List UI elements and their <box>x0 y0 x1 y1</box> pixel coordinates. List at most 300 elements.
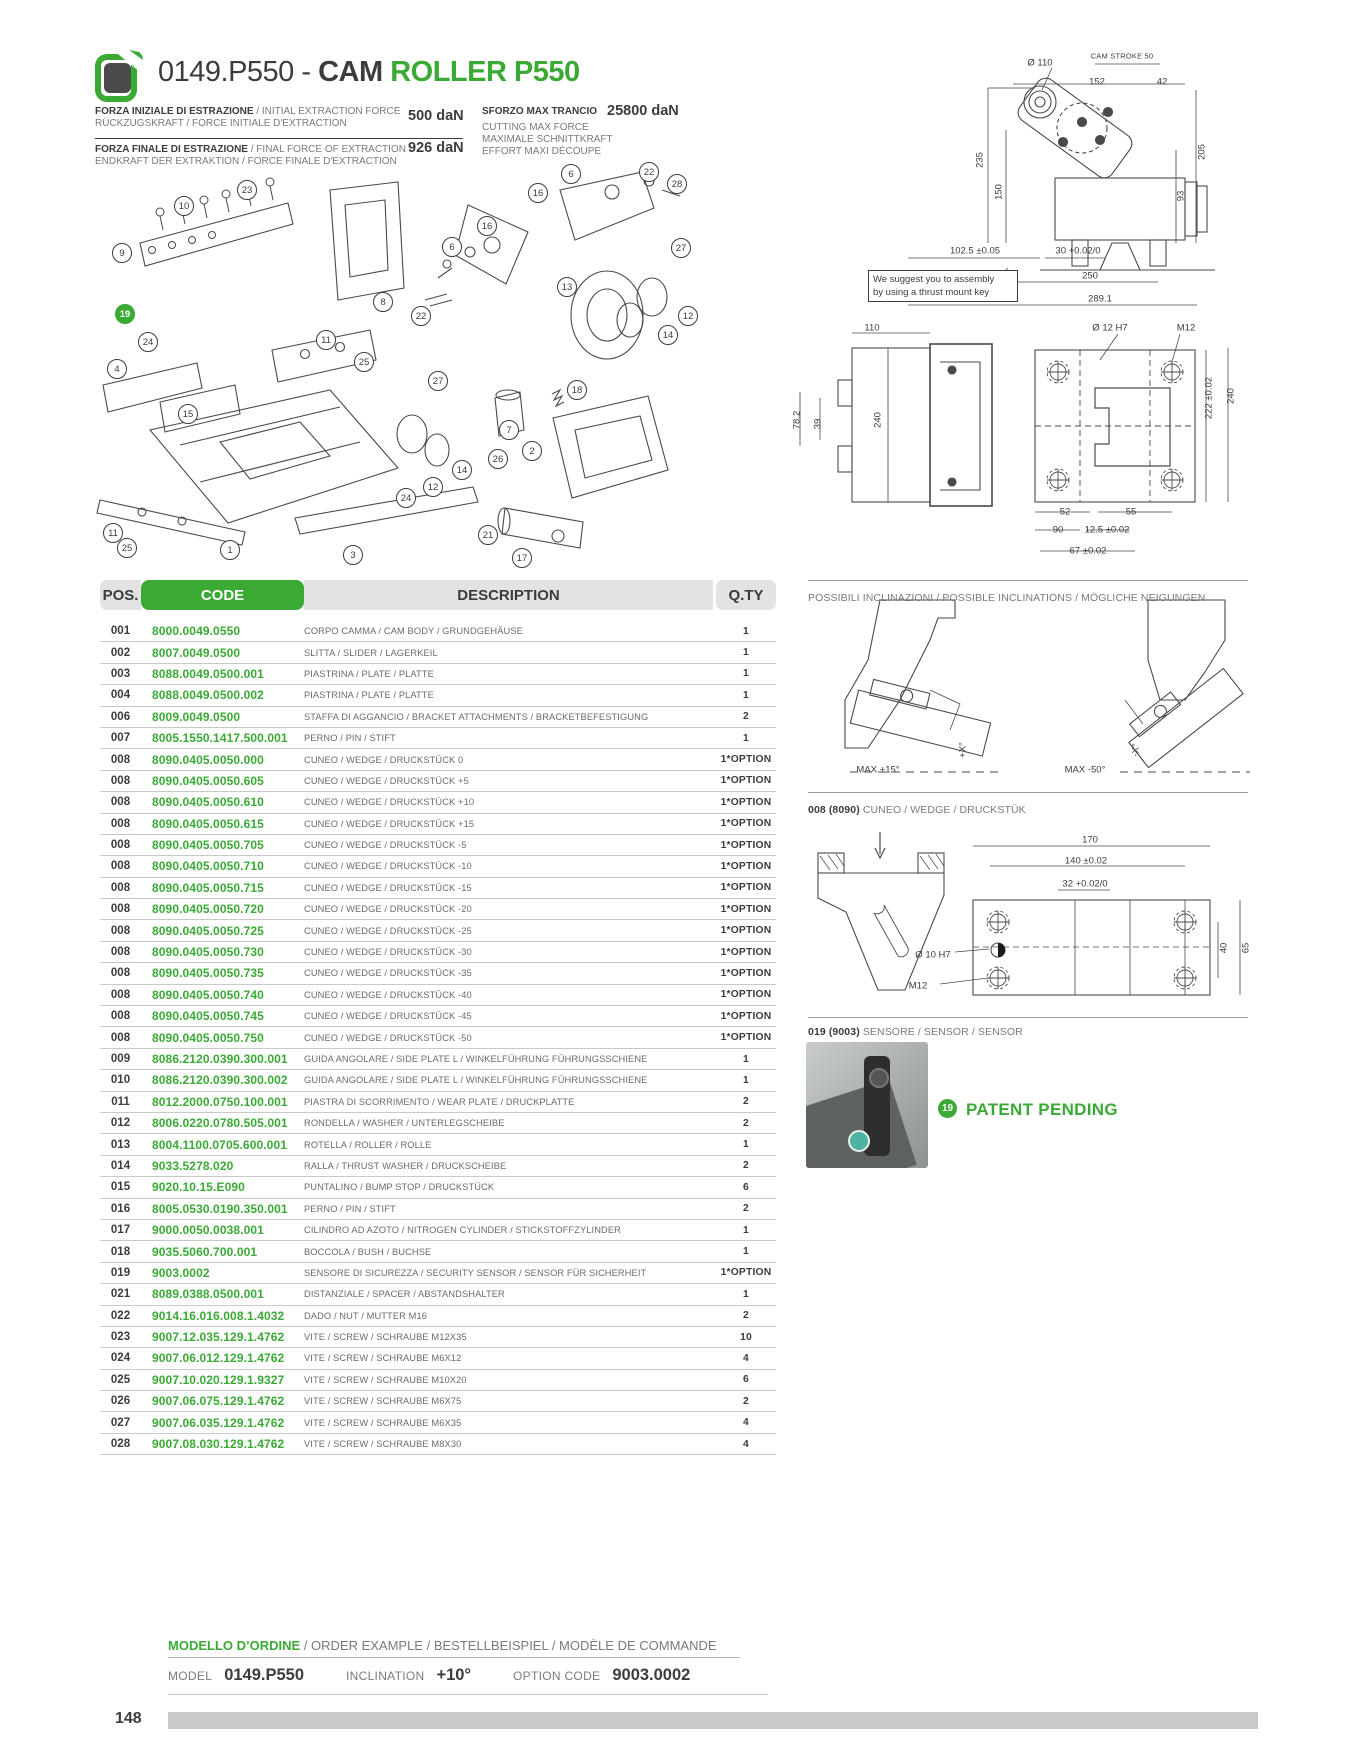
cell-pos: 008 <box>110 903 131 916</box>
cell-description: CORPO CAMMA / CAM BODY / GRUNDGEHÄUSE <box>304 626 523 637</box>
cell-description: CUNEO / WEDGE / DRUCKSTÜCK +5 <box>304 775 469 786</box>
table-row <box>100 1177 776 1198</box>
dim-label: 235 <box>974 152 986 168</box>
cell-code: 8090.0405.0050.735 <box>152 966 264 981</box>
cell-qty: 1*OPTION <box>720 882 772 894</box>
parts-table <box>100 580 776 1455</box>
balloon-19: 19 <box>115 304 135 324</box>
dim-label: 55 <box>1125 506 1137 518</box>
cell-description: PUNTALINO / BUMP STOP / DRUCKSTÜCK <box>304 1182 495 1193</box>
balloon-13: 13 <box>557 277 577 297</box>
wedge-title: 008 (8090) CUNEO / WEDGE / DRUCKSTÜK <box>808 804 1026 816</box>
dim-label: +X° <box>957 742 969 758</box>
order-example-title: MODELLO D’ORDINE / ORDER EXAMPLE / BESTELLBEISPIEL / MODÈLE DE COMMANDE <box>168 1638 717 1653</box>
cell-pos: 028 <box>110 1438 131 1451</box>
table-row <box>100 792 776 813</box>
table-row <box>100 642 776 663</box>
table-row <box>100 1348 776 1369</box>
balloon-16: 16 <box>477 216 497 236</box>
balloon-22: 22 <box>639 162 659 182</box>
cell-code: 8089.0388.0500.001 <box>152 1287 264 1302</box>
balloon-10: 10 <box>174 196 194 216</box>
balloon-11: 11 <box>316 330 336 350</box>
cell-pos: 008 <box>110 946 131 959</box>
cell-qty: 1 <box>743 668 749 680</box>
balloon-4: 4 <box>107 359 127 379</box>
cell-description: GUIDA ANGOLARE / SIDE PLATE L / WINKELFÜHRUNG FÜHRUNGSSCHIENE <box>304 1075 648 1086</box>
table-row <box>100 1070 776 1091</box>
cell-code: 9033.5278.020 <box>152 1158 234 1173</box>
cell-qty: 2 <box>743 1310 749 1322</box>
inclinations-title: POSSIBILI INCLINAZIONI / POSSIBLE INCLINATIONS / MÖGLICHE NEIGUNGEN <box>808 592 1206 604</box>
balloon-16: 16 <box>528 183 548 203</box>
dim-label: Ø 110 <box>1027 57 1053 69</box>
cell-description: STAFFA DI AGGANCIO / BRACKET ATTACHMENTS / BRACKETBEFESTIGUNG <box>304 711 649 722</box>
dim-label: -X° <box>1130 743 1142 757</box>
spec-final-force: FORZA FINALE DI ESTRAZIONE / FINAL FORCE OF EXTRACTION ENDKRAFT DER EXTRAKTION / FORCE FINALE D'EXTRACTION <box>95 144 406 167</box>
cell-qty: 1*OPTION <box>720 860 772 872</box>
table-row <box>100 835 776 856</box>
cell-pos: 008 <box>110 988 131 1001</box>
table-row <box>100 878 776 899</box>
cell-code: 9003.0002 <box>152 1265 210 1280</box>
cell-qty: 6 <box>743 1181 749 1193</box>
cell-code: 8090.0405.0050.740 <box>152 987 264 1002</box>
cell-description: PIASTRINA / PLATE / PLATTE <box>304 668 434 679</box>
cell-qty: 1*OPTION <box>720 818 772 830</box>
dim-label: 67 ±0.02 <box>1069 545 1107 557</box>
cell-pos: 002 <box>110 646 131 659</box>
table-row <box>100 1370 776 1391</box>
cell-code: 8090.0405.0050.000 <box>152 752 264 767</box>
patent-badge-19: 19 <box>938 1099 957 1118</box>
table-row <box>100 1263 776 1284</box>
cell-pos: 008 <box>110 753 131 766</box>
cell-code: 8006.0220.0780.505.001 <box>152 1116 288 1131</box>
balloon-23: 23 <box>237 180 257 200</box>
cell-code: 8000.0049.0550 <box>152 624 241 639</box>
cell-qty: 2 <box>743 1160 749 1172</box>
balloon-14: 14 <box>452 460 472 480</box>
cell-description: RALLA / THRUST WASHER / DRUCKSCHEIBE <box>304 1160 507 1171</box>
cell-pos: 003 <box>110 667 131 680</box>
table-row <box>100 899 776 920</box>
cell-description: CUNEO / WEDGE / DRUCKSTÜCK -10 <box>304 861 472 872</box>
table-row <box>100 621 776 642</box>
cell-pos: 008 <box>110 817 131 830</box>
cell-qty: 1 <box>743 1224 749 1236</box>
dim-label: 12.5 ±0.02 <box>1084 524 1130 536</box>
balloon-3: 3 <box>343 545 363 565</box>
cell-pos: 007 <box>110 732 131 745</box>
cell-pos: 014 <box>110 1159 131 1172</box>
cell-code: 8090.0405.0050.610 <box>152 795 264 810</box>
cell-description: CUNEO / WEDGE / DRUCKSTÜCK +10 <box>304 797 475 808</box>
cell-code: 9007.06.075.129.1.4762 <box>152 1394 285 1409</box>
dim-label: 222 ±0.02 <box>1203 376 1215 420</box>
cell-description: SENSORE DI SICUREZZA / SECURITY SENSOR / SENSOR FÜR SICHERHEIT <box>304 1267 647 1278</box>
cell-code: 8086.2120.0390.300.002 <box>152 1073 288 1088</box>
cell-description: CILINDRO AD AZOTO / NITROGEN CYLINDER / STICKSTOFFZYLINDER <box>304 1225 621 1236</box>
cell-code: 8005.1550.1417.500.001 <box>152 731 288 746</box>
balloon-11: 11 <box>103 523 123 543</box>
cell-description: DISTANZIALE / SPACER / ABSTANDSHALTER <box>304 1289 505 1300</box>
cell-code: 9000.0050.0038.001 <box>152 1223 264 1238</box>
cell-qty: 4 <box>743 1417 749 1429</box>
spec-final-value: 926 daN <box>408 140 464 156</box>
dim-label: 250 <box>1082 270 1098 282</box>
table-row <box>100 1006 776 1027</box>
dim-label: MAX +15° <box>856 764 900 776</box>
section-divider <box>808 580 1248 581</box>
cell-description: CUNEO / WEDGE / DRUCKSTÜCK -5 <box>304 840 467 851</box>
dim-label: 39 <box>812 418 824 430</box>
dim-label: 240 <box>1225 388 1237 404</box>
dim-label: CAM STROKE 50 <box>1090 51 1154 61</box>
photo-background <box>806 1079 917 1168</box>
balloon-17: 17 <box>512 548 532 568</box>
table-row <box>100 1327 776 1348</box>
brand-logo-icon <box>93 50 145 102</box>
cell-pos: 015 <box>110 1181 131 1194</box>
balloon-15: 15 <box>178 404 198 424</box>
dim-label: Ø 10 H7 <box>915 949 951 961</box>
cell-qty: 1*OPTION <box>720 946 772 958</box>
cell-qty: 1*OPTION <box>720 754 772 766</box>
cell-pos: 010 <box>110 1074 131 1087</box>
cell-qty: 1 <box>743 1074 749 1086</box>
dim-label: 150 <box>993 184 1005 200</box>
dim-label: 152 <box>1089 76 1105 88</box>
table-row <box>100 1092 776 1113</box>
cell-description: VITE / SCREW / SCHRAUBE M6X12 <box>304 1353 462 1364</box>
cell-pos: 016 <box>110 1202 131 1215</box>
cell-qty: 1*OPTION <box>720 903 772 915</box>
cell-code: 9020.10.15.E090 <box>152 1180 245 1195</box>
col-header-pos: POS. <box>100 580 141 610</box>
cell-qty: 2 <box>743 711 749 723</box>
table-row <box>100 1199 776 1220</box>
inclinations-art <box>845 600 1250 772</box>
balloon-22: 22 <box>411 306 431 326</box>
cell-pos: 021 <box>110 1288 131 1301</box>
cell-pos: 004 <box>110 689 131 702</box>
cell-description: CUNEO / WEDGE / DRUCKSTÜCK -20 <box>304 904 472 915</box>
balloon-6: 6 <box>442 237 462 257</box>
col-header-qty: Q.TY <box>716 580 776 610</box>
cell-code: 8090.0405.0050.710 <box>152 859 264 874</box>
section-divider <box>808 792 1248 793</box>
cell-code: 9007.12.035.129.1.4762 <box>152 1330 285 1345</box>
cell-pos: 009 <box>110 1053 131 1065</box>
cell-code: 8090.0405.0050.615 <box>152 816 264 831</box>
cell-qty: 2 <box>743 1096 749 1108</box>
cell-qty: 1*OPTION <box>720 967 772 979</box>
balloon-7: 7 <box>499 420 519 440</box>
cell-qty: 4 <box>743 1438 749 1450</box>
cell-code: 8090.0405.0050.725 <box>152 923 264 938</box>
cell-code: 8090.0405.0050.720 <box>152 902 264 917</box>
cell-qty: 2 <box>743 1117 749 1129</box>
cell-description: CUNEO / WEDGE / DRUCKSTÜCK -50 <box>304 1032 472 1043</box>
cell-pos: 018 <box>110 1245 131 1258</box>
table-row <box>100 985 776 1006</box>
cell-qty: 6 <box>743 1374 749 1386</box>
cell-description: CUNEO / WEDGE / DRUCKSTÜCK -45 <box>304 1011 472 1022</box>
exploded-view-art <box>97 172 680 548</box>
cell-qty: 1 <box>743 1053 749 1065</box>
balloon-24: 24 <box>138 332 158 352</box>
dim-label: 170 <box>1082 834 1098 846</box>
order-example-row <box>168 1666 768 1685</box>
inclination-value: +10° <box>436 1666 472 1684</box>
cell-qty: 1 <box>743 1246 749 1258</box>
cell-qty: 1 <box>743 625 749 637</box>
cell-code: 8009.0049.0500 <box>152 709 241 724</box>
spec-max-cut-value: 25800 daN <box>607 103 679 119</box>
dim-label: 40 <box>1218 942 1230 954</box>
cell-description: DADO / NUT / MUTTER M16 <box>304 1310 427 1321</box>
cell-qty: 2 <box>743 1395 749 1407</box>
table-row <box>100 1412 776 1433</box>
cell-description: VITE / SCREW / SCHRAUBE M12X35 <box>304 1332 467 1343</box>
cell-pos: 008 <box>110 839 131 852</box>
table-row <box>100 1049 776 1070</box>
cell-description: CUNEO / WEDGE / DRUCKSTÜCK +15 <box>304 818 475 829</box>
col-header-code: CODE <box>141 580 304 610</box>
cell-code: 9035.5060.700.001 <box>152 1244 258 1259</box>
cell-pos: 027 <box>110 1416 131 1429</box>
cell-description: CUNEO / WEDGE / DRUCKSTÜCK -35 <box>304 968 472 979</box>
cell-pos: 019 <box>110 1266 131 1279</box>
dim-label: 65 <box>1240 942 1252 954</box>
cell-description: CUNEO / WEDGE / DRUCKSTÜCK -30 <box>304 947 472 958</box>
cell-description: ROTELLA / ROLLER / ROLLE <box>304 1139 432 1150</box>
cell-pos: 008 <box>110 860 131 873</box>
cell-description: VITE / SCREW / SCHRAUBE M6X75 <box>304 1396 462 1407</box>
balloon-18: 18 <box>567 380 587 400</box>
cell-pos: 024 <box>110 1352 131 1365</box>
dim-label: 110 <box>864 322 880 334</box>
cell-description: GUIDA ANGOLARE / SIDE PLATE L / WINKELFÜHRUNG FÜHRUNGSSCHIENE <box>304 1054 648 1064</box>
cell-code: 9007.06.012.129.1.4762 <box>152 1351 285 1366</box>
cell-qty: 1 <box>743 689 749 701</box>
cell-description: VITE / SCREW / SCHRAUBE M8X30 <box>304 1439 462 1450</box>
sensor-title: 019 (9003) SENSORE / SENSOR / SENSOR <box>808 1026 1023 1038</box>
balloon-14: 14 <box>658 325 678 345</box>
dim-label: 205 <box>1196 144 1208 160</box>
spec-divider <box>95 138 463 139</box>
cell-pos: 008 <box>110 1031 131 1044</box>
cell-qty: 1*OPTION <box>720 839 772 851</box>
cell-code: 8088.0049.0500.002 <box>152 688 264 703</box>
parts-table-body <box>100 621 776 1455</box>
dim-label: MAX -50° <box>1064 764 1106 776</box>
cell-qty: 1*OPTION <box>720 925 772 937</box>
table-row <box>100 1306 776 1327</box>
section-divider <box>808 1017 1248 1018</box>
cell-qty: 1*OPTION <box>720 1267 772 1279</box>
page-title <box>158 56 580 89</box>
cell-description: PIASTRINA / PLATE / PLATTE <box>304 690 434 701</box>
inclination-label: INCLINATION <box>346 1669 425 1683</box>
table-row <box>100 1434 776 1455</box>
parts-table-header <box>100 580 776 610</box>
dim-label: 102.5 ±0.05 <box>949 245 1001 257</box>
table-row <box>100 685 776 706</box>
dim-label: 90 <box>1052 524 1064 536</box>
model-label: MODEL <box>168 1669 213 1683</box>
cell-code: 8012.2000.0750.100.001 <box>152 1094 288 1109</box>
cell-qty: 1 <box>743 732 749 744</box>
balloon-28: 28 <box>667 174 687 194</box>
cell-description: PERNO / PIN / STIFT <box>304 1203 396 1214</box>
table-row <box>100 1241 776 1262</box>
cell-qty: 1 <box>743 647 749 659</box>
balloon-27: 27 <box>671 238 691 258</box>
dim-label: 240 <box>872 412 884 428</box>
cell-description: VITE / SCREW / SCHRAUBE M6X35 <box>304 1417 462 1428</box>
cell-pos: 008 <box>110 1010 131 1023</box>
cell-code: 9007.08.030.129.1.4762 <box>152 1437 285 1452</box>
spec-max-cut-langs: CUTTING MAX FORCE MAXIMALE SCHNITTKRAFT EFFORT MAXI DÉCOUPE <box>482 122 613 157</box>
balloon-12: 12 <box>678 306 698 326</box>
cell-description: CUNEO / WEDGE / DRUCKSTÜCK 0 <box>304 754 464 765</box>
cell-qty: 4 <box>743 1352 749 1364</box>
option-code-value: 9003.0002 <box>612 1666 691 1684</box>
cell-pos: 012 <box>110 1117 131 1130</box>
drawing-front-art <box>800 333 1228 551</box>
cell-description: PIASTRA DI SCORRIMENTO / WEAR PLATE / DRUCKPLATTE <box>304 1096 575 1107</box>
col-header-description: DESCRIPTION <box>304 580 713 610</box>
sensor-led <box>848 1130 870 1152</box>
cell-qty: 1*OPTION <box>720 1010 772 1022</box>
cell-pos: 008 <box>110 796 131 809</box>
cell-code: 8090.0405.0050.745 <box>152 1009 264 1024</box>
cell-code: 8090.0405.0050.730 <box>152 945 264 960</box>
dim-label: 93 <box>1175 190 1187 202</box>
cell-pos: 008 <box>110 967 131 980</box>
dim-label: 42 <box>1156 76 1168 88</box>
title-roller: ROLLER P550 <box>390 56 580 88</box>
table-row <box>100 1027 776 1048</box>
table-row <box>100 1284 776 1305</box>
cell-qty: 2 <box>743 1203 749 1215</box>
cell-pos: 023 <box>110 1331 131 1344</box>
dim-label: M12 <box>1176 322 1196 334</box>
cell-code: 8090.0405.0050.715 <box>152 880 264 895</box>
balloon-6: 6 <box>561 164 581 184</box>
cell-code: 9007.06.035.129.1.4762 <box>152 1415 285 1430</box>
cell-qty: 1*OPTION <box>720 1032 772 1044</box>
cell-qty: 1*OPTION <box>720 775 772 787</box>
balloon-21: 21 <box>478 525 498 545</box>
cell-pos: 001 <box>110 625 131 638</box>
cell-code: 8086.2120.0390.300.001 <box>152 1052 288 1066</box>
cell-code: 8005.0530.0190.350.001 <box>152 1201 288 1216</box>
table-row <box>100 963 776 984</box>
table-row <box>100 664 776 685</box>
balloon-25: 25 <box>117 538 137 558</box>
table-row <box>100 1220 776 1241</box>
footer-bar <box>168 1712 1258 1729</box>
cell-description: BOCCOLA / BUSH / BUCHSE <box>304 1246 432 1257</box>
dim-label: 78.2 <box>791 410 803 430</box>
balloon-9: 9 <box>112 243 132 263</box>
table-row <box>100 728 776 749</box>
title-code: 0149.P550 - <box>158 56 319 88</box>
cell-pos: 008 <box>110 924 131 937</box>
cell-pos: 025 <box>110 1373 131 1386</box>
balloon-1: 1 <box>220 540 240 560</box>
table-row <box>100 920 776 941</box>
dim-label: M12 <box>908 980 928 992</box>
table-row <box>100 707 776 728</box>
table-row <box>100 814 776 835</box>
cell-description: CUNEO / WEDGE / DRUCKSTÜCK -25 <box>304 925 472 936</box>
cell-code: 8004.1100.0705.600.001 <box>152 1137 288 1152</box>
cell-pos: 006 <box>110 710 131 723</box>
balloon-26: 26 <box>488 449 508 469</box>
cell-code: 8088.0049.0500.001 <box>152 666 264 681</box>
table-row <box>100 749 776 770</box>
cell-pos: 011 <box>111 1095 130 1108</box>
cell-description: PERNO / PIN / STIFT <box>304 733 396 744</box>
table-row <box>100 1134 776 1155</box>
sensor-photo <box>806 1042 928 1168</box>
cell-qty: 10 <box>740 1331 752 1343</box>
dim-label: Ø 12 H7 <box>1092 322 1128 334</box>
table-row <box>100 856 776 877</box>
drawing-side-art <box>908 64 1215 305</box>
balloon-25: 25 <box>354 352 374 372</box>
balloon-2: 2 <box>522 441 542 461</box>
patent-pending-label: PATENT PENDING <box>966 1100 1118 1119</box>
table-row <box>100 1156 776 1177</box>
cell-code: 9014.16.016.008.1.4032 <box>152 1308 285 1323</box>
assembly-note: We suggest you to assembly by using a thrust mount key <box>868 270 1018 302</box>
cell-pos: 017 <box>110 1224 131 1237</box>
dim-label: 289.1 <box>1088 293 1112 305</box>
cell-qty: 1 <box>743 1139 749 1151</box>
cell-qty: 1 <box>743 1288 749 1300</box>
dim-label: 140 ±0.02 <box>1064 855 1108 867</box>
cell-pos: 022 <box>110 1309 131 1322</box>
table-row <box>100 1113 776 1134</box>
cell-description: SLITTA / SLIDER / LAGERKEIL <box>304 647 438 658</box>
cell-description: RONDELLA / WASHER / UNTERLEGSCHEIBE <box>304 1118 505 1129</box>
cell-code: 9007.10.020.129.1.9327 <box>152 1372 285 1387</box>
cell-pos: 013 <box>110 1138 131 1151</box>
table-row <box>100 942 776 963</box>
title-cam: CAM <box>318 56 391 88</box>
cell-code: 8007.0049.0500 <box>152 645 241 660</box>
option-code-label: OPTION CODE <box>513 1669 601 1683</box>
spec-max-cut-title: SFORZO MAX TRANCIO <box>482 106 597 117</box>
spec-initial-value: 500 daN <box>408 108 464 124</box>
order-divider <box>168 1657 740 1658</box>
cell-qty: 1*OPTION <box>720 989 772 1001</box>
sensor-lens <box>869 1068 889 1088</box>
cell-description: CUNEO / WEDGE / DRUCKSTÜCK -15 <box>304 882 472 893</box>
page-number: 148 <box>115 1710 142 1727</box>
wedge-art <box>818 832 1240 995</box>
cell-pos: 026 <box>110 1395 131 1408</box>
table-row <box>100 1391 776 1412</box>
cell-pos: 008 <box>110 881 131 894</box>
order-divider-bottom <box>168 1694 768 1695</box>
dim-label: 32 +0.02/0 <box>1062 878 1108 890</box>
